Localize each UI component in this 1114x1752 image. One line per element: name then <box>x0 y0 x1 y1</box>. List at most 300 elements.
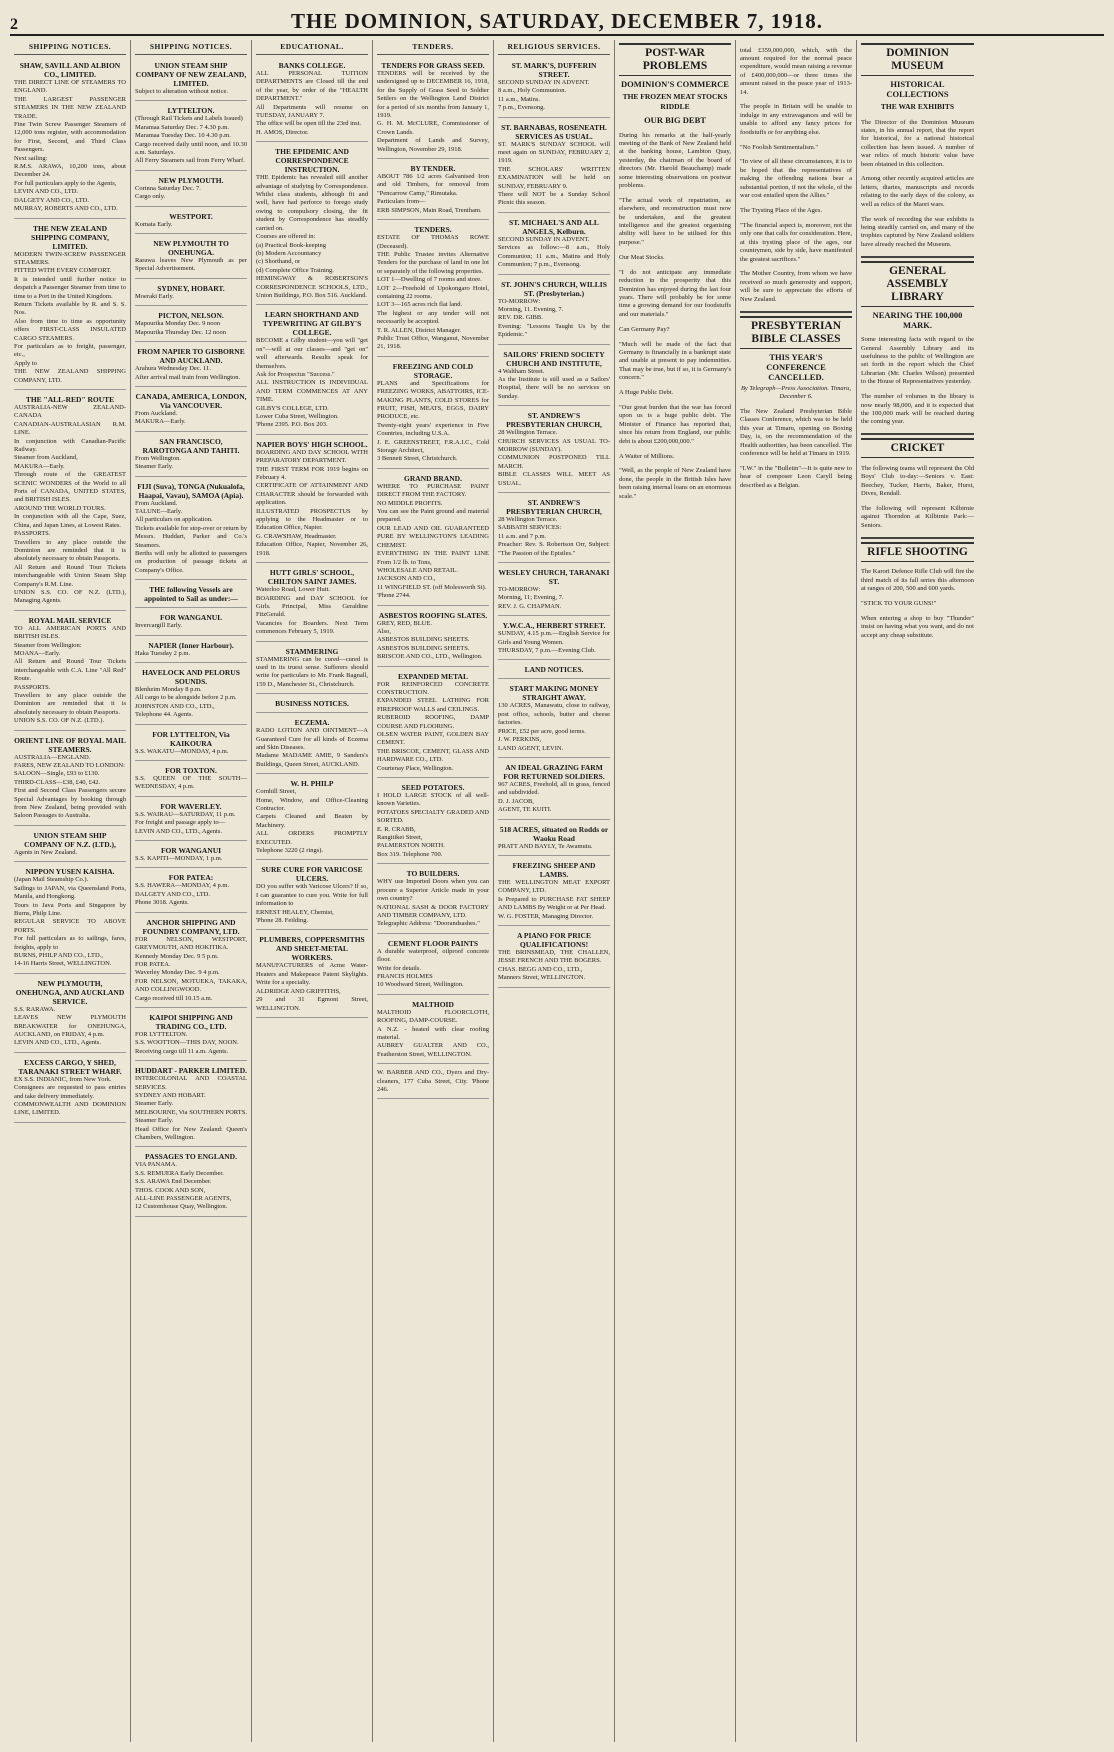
notice-line: REGULAR SERVICE TO ABOVE PORTS. <box>14 918 126 934</box>
notice-line: FOR NELSON, MOTUEKA, TAKAKA, AND COLLINGWOOD. <box>135 977 247 994</box>
section-divider <box>861 256 974 258</box>
notice-line: In conjunction with Canadian-Pacific Railway. <box>14 437 126 454</box>
notice-heading: HAVELOCK AND PELORUS SOUNDS. <box>142 668 240 686</box>
notice-block <box>135 281 247 306</box>
notice-line: Courtenay Place, Wellington. <box>377 764 454 772</box>
notice-line: Arahura Wednesday Dec. 11. <box>135 365 211 373</box>
notice-line: MAKURA—Early. <box>14 462 65 470</box>
notice-line: DALGETY AND CO., LTD. <box>135 890 210 898</box>
notice-line: Cargo received daily until noon, and 10.30 a.m. Saturdays. <box>135 140 247 157</box>
notice-line: Carpets Cleaned and Beaten by Machinery. <box>256 813 368 829</box>
notice-line: FRANCIS HOLMES <box>377 972 433 980</box>
notice-line: CERTIFICATE OF ATTAINMENT AND CHARACTER should be forwarded with application. <box>256 482 368 507</box>
notice-line: VIA PANAMA. <box>135 1161 178 1169</box>
notice-block <box>135 209 247 234</box>
notice-block <box>256 565 368 641</box>
notice-line: RADO LOTION AND OINTMENT—A Guaranteed Cure for all kinds of Eczema and Skin Diseases. <box>256 727 368 751</box>
masthead <box>10 4 1104 36</box>
section3-paragraph: The following will represent Kilbirnie against Thorndon at Kilbirnie Park:—Seniors. <box>861 504 974 529</box>
column-8 <box>857 40 978 1742</box>
notice-block <box>377 471 489 606</box>
notice-line: From Wellington. <box>135 454 181 462</box>
notice-line: You can see the Paint ground and material prepared. <box>377 508 489 524</box>
notice-block <box>135 103 247 170</box>
notice-line: R.M.S. ARAWA, 10,200 tons, about December 24. <box>14 163 126 179</box>
notice-line: Waverley Monday Dec. 9 4 p.m. <box>135 969 220 977</box>
notice-line: S.S. HAWERA—MONDAY, 4 p.m. <box>135 882 230 890</box>
section2-paragraph: The New Zealand Presbyterian Bible Classes Conference, which was to be held this year at Timaru, opening on Boxing Day, is, on the recommendation of the Health authorities, has been cancelled. The conference will be held at Timaru in 1919. <box>740 408 852 458</box>
notice-block <box>377 669 489 778</box>
notice-line: Box 319. Telephone 700. <box>377 850 443 858</box>
notice-line: UNION S.S. CO. OF N.Z. (LTD.). <box>14 717 105 725</box>
notice-line: Komata Early. <box>135 220 173 228</box>
notice-line: Courses are offered in: <box>256 233 316 241</box>
notice-block <box>256 715 368 774</box>
notice-line: ALL ORDERS PROMPTLY EXECUTED. <box>256 830 368 846</box>
notice-line: MODERN TWIN-SCREW PASSENGER STEAMERS. <box>14 250 126 266</box>
notice-line: PLANS and Specifications for FREEZING WORKS, ABATTOIRS, ICE-MAKING PLANTS, COLD STORES for FRUIT, FISH, MEATS, EGGS, DAIRY PRODUCE, etc. <box>377 379 489 421</box>
notice-line: SECOND SUNDAY IN ADVENT. <box>498 235 590 243</box>
article-paragraph: "Well, as the people of New Zealand have done, the people in the British Isles have been raising internal loans on an enormous scale." <box>619 467 731 500</box>
notice-block <box>256 644 368 695</box>
notice-line: CANADIAN-AUSTRALASIAN R.M. LINE. <box>14 420 126 437</box>
column-2 <box>131 40 252 1742</box>
notice-block <box>14 221 126 391</box>
notice-line: Rangitikei Street, <box>377 834 423 842</box>
section2-dateline: By Telegraph—Press Association. Timaru, December 6. <box>740 384 852 401</box>
notice-heading: ECZEMA. <box>294 718 330 728</box>
notice-line: JOHNSTON AND CO., LTD., <box>135 702 215 710</box>
notice-line: BURNS, PHILP AND CO., LTD., <box>14 951 103 959</box>
notice-block <box>135 1063 247 1147</box>
notice-line: All particulars on application. <box>135 516 213 524</box>
column-5 <box>494 40 615 1742</box>
notice-line: Steamer Early. <box>135 463 174 471</box>
column-3 <box>252 40 373 1742</box>
notice-line: Maramaa Tuesday Dec. 10 4.30 p.m. <box>135 132 231 140</box>
notice-line: Consignees are requested to pass entries and take delivery immediately. <box>14 1084 126 1100</box>
notice-heading: SEED POTATOES. <box>401 783 465 793</box>
notice-block <box>498 681 610 757</box>
article-paragraph: "The financial aspect is, moreover, not the only one that calls for consideration. Here, at this trysting place of the ages, our countrymen, side by side, have manifested the greatest sacrifices." <box>740 221 852 263</box>
notice-line: Morning, 11; Evening, 7. <box>498 594 564 602</box>
article-subtitle: DOMINION'S COMMERCE <box>621 79 729 89</box>
page-number: 2 <box>10 16 18 33</box>
notice-line: PALMERSTON NORTH. <box>377 842 445 850</box>
section4-title: RIFLE SHOOTING <box>861 542 974 562</box>
notice-line: TO-MORROW: <box>498 586 541 594</box>
article-lead: THE WAR EXHIBITS <box>880 102 955 111</box>
notice-line: ALL-LINE PASSENGER AGENTS, <box>135 1195 232 1203</box>
notice-line: Telephone 3220 (2 rings). <box>256 847 324 855</box>
notice-line: All Return and Round Tour Tickets interchangeable with C.A. Line "All Red" Route. <box>14 658 126 683</box>
notice-heading: LEARN SHORTHAND AND TYPEWRITING AT GILBY'S COLLEGE. <box>262 310 362 338</box>
notice-heading: PASSAGES TO ENGLAND. <box>145 1152 237 1162</box>
notice-line: S.S. ARAWA End December. <box>135 1178 212 1186</box>
notice-heading: FIJI (Suva), TONGA (Nukualofa, Haapai, Vavau), SAMOA (Apia). <box>137 481 245 500</box>
notice-line: For particulars as to freight, passenger, etc., <box>14 342 126 359</box>
notice-line: THOS. COOK AND SON, <box>135 1186 206 1194</box>
notice-line: It is intended until further notice to despatch a Passenger Steamer from time to time to a Port in the United Kingdom. <box>14 275 126 300</box>
section2-subtitle: THIS YEAR'S CONFERENCE CANCELLED. <box>766 351 826 382</box>
notice-line: THE FIRST TERM FOR 1919 begins on February 4. <box>256 465 368 482</box>
notice-line: MOANA—Early. <box>14 649 61 657</box>
notice-heading: FOR WANGANUI <box>160 846 222 856</box>
notice-line: Cornhill Street, <box>256 788 297 796</box>
notice-line: Mapourika Monday Dec. 9 noon <box>135 320 221 328</box>
notice-heading: THE following Vessels are appointed to Sail as under:— <box>144 585 238 604</box>
notice-block <box>498 277 610 345</box>
notice-line: Travellers to any place outside the Dominion are reminded that it is absolutely necessary to obtain Passports. <box>14 692 126 716</box>
section-divider <box>861 537 974 539</box>
notice-line: Is Prepared to PURCHASE FAT SHEEP AND LAMBS By Weight or at Per Head. <box>498 895 610 912</box>
notice-heading: MALTHOID <box>412 999 454 1009</box>
notice-block <box>256 932 368 1017</box>
notice-block <box>14 392 126 611</box>
notice-heading: FOR PATEA: <box>168 873 214 883</box>
notice-line: CHURCH SERVICES AS USUAL TO-MORROW (SUNDAY). <box>498 437 610 453</box>
notice-line: W. G. FOSTER, Managing Director. <box>498 912 594 920</box>
notice-line: After arrival mail train from Wellington. <box>135 373 241 381</box>
notice-block <box>135 665 247 725</box>
notice-heading: SURE CURE FOR VARICOSE ULCERS. <box>261 865 363 884</box>
notice-block <box>377 161 489 220</box>
notice-line: LEVIN AND CO., LTD. <box>14 188 79 196</box>
notice-line: H. AMOS, Director. <box>256 128 309 136</box>
notice-line: 'Phone 28. Feilding. <box>256 917 309 925</box>
notice-block <box>135 610 247 635</box>
notice-block <box>135 1010 247 1061</box>
notice-line: OLSEN WATER PAINT, GOLDEN BAY CEMENT. <box>377 731 489 747</box>
notice-heading: BUSINESS NOTICES. <box>275 699 349 709</box>
notice-block <box>14 1055 126 1123</box>
notice-block <box>377 780 489 864</box>
notice-heading: FROM NAPIER TO GISBORNE AND AUCKLAND. <box>137 347 245 366</box>
notice-block <box>498 58 610 118</box>
section4-paragraph: The Karori Defence Rifle Club will fire the third match of its fall series this afternoon at ranges of 200, 500 and 600 yards. <box>861 568 974 592</box>
section2-subtitle: NEARING THE 100,000 MARK. <box>872 309 963 330</box>
notice-line: LEVIN AND CO., LTD., Agents. <box>14 1039 101 1047</box>
notice-block <box>498 618 610 660</box>
notice-line: Subject to alteration without notice. <box>135 88 228 95</box>
notice-line: FARES, NEW ZEALAND TO LONDON: <box>14 762 125 770</box>
notice-heading: NAPIER BOYS' HIGH SCHOOL. <box>256 439 368 449</box>
notice-line: RUBEROID ROOFING, DAMP COURSE AND FLOORING. <box>377 714 489 730</box>
article-paragraph: "In view of all these circumstances, it is to be hoped that the representatives of making the offending nations bear a substantial portion, if not the whole, of the war cost entailed upon the Allies." <box>740 158 852 200</box>
notice-line: Write for details. <box>377 964 421 972</box>
notice-line: FOR LYTTELTON. <box>135 1030 188 1038</box>
notice-heading: 518 ACRES, situated on Rodds or Waoku Road <box>499 824 609 843</box>
notice-line: Rarawa leaves New Plymouth as per Special Advertisement. <box>135 257 247 273</box>
notice-heading: SYDNEY, HOBART. <box>157 283 225 293</box>
notice-block <box>498 822 610 856</box>
article-paragraph: The people in Britain will be unable to indulge in any extravagances and will be unable to afford any fancy prices for foodstuffs or for anything else. <box>740 103 852 136</box>
masthead-title: THE DOMINION, SATURDAY, DECEMBER 7, 1918. <box>290 9 824 33</box>
notice-line: FOR PATEA. <box>135 960 171 968</box>
notice-line: BOARDING AND DAY SCHOOL WITH PREPARATORY DEPARTMENT. <box>256 448 368 465</box>
notice-block <box>135 389 247 432</box>
notice-line: (Japan Mail Steamship Co.). <box>14 876 89 884</box>
notice-block <box>135 434 247 477</box>
notice-line: MAKURA—Early. <box>135 418 186 426</box>
notice-line: Particulars from— <box>377 198 426 206</box>
notice-line: Evening: "Lessons Taught Us by the Epidemic." <box>498 322 610 339</box>
section2-paragraph: "I.W." in the "Bulletin"—It is quite new to hear of composer Leon Caryll being described as a Belgian. <box>740 465 852 489</box>
notice-line: Berths will only be allotted to passengers on production of passage tickets at Company's Office. <box>135 549 247 574</box>
article-paragraph: The Director of the Dominion Museum states, in his annual report, that the report for historical, for a national historical collection has been issued. A number of war relics of much historic value have been obtained in this collection. <box>861 118 974 168</box>
notice-line: INTERCOLONIAL AND COASTAL SERVICES. <box>135 1075 247 1091</box>
notice-block <box>498 565 610 616</box>
notice-line: Mapourika Thursday Dec. 12 noon <box>135 328 227 336</box>
notice-line: 8 a.m., Holy Communion. <box>498 87 567 95</box>
notice-line: W. BARBER AND CO., Dyers and Dry-cleaners, 177 Cuba Street, City. 'Phone 246. <box>377 1069 489 1093</box>
notice-line: A durable waterproof, oilproof concrete floor. <box>377 947 489 964</box>
notice-line: COMMUNION POSTPONED TILL MARCH. <box>498 454 610 470</box>
notice-line: PRATT AND BAYLY, Te Awamutu. <box>498 842 593 850</box>
notice-line: Haka Tuesday 2 p.m. <box>135 649 191 657</box>
notice-line: S.S. QUEEN OF THE SOUTH—WEDNESDAY, 4 p.m. <box>135 775 247 791</box>
notice-line: UNION S.S. CO. OF N.Z. (LTD.), Managing Agents. <box>14 588 126 605</box>
notice-block <box>135 727 247 761</box>
notice-line: Corinna Saturday Dec. 7. <box>135 184 201 192</box>
notice-line: ILLUSTRATED PROSPECTUS by applying to the Headmaster or to Education Office, Napier. <box>256 507 368 532</box>
notice-line: MURRAY, ROBERTS AND CO., LTD. <box>14 205 118 213</box>
notice-line: STAMMERING can be cured—cured is used in its truest sense. Sufferers should write for particulars to Mr. Frank Bagnall, 159 D., Manchester St., Christchurch. <box>256 655 368 688</box>
notice-block <box>256 862 368 930</box>
section-divider <box>740 311 852 313</box>
notice-block <box>377 359 489 469</box>
notice-line: TENDERS will be received by the undersigned up to DECEMBER 16, 1918, for the Supply of Grass Seed to Soldier Settlers on the Wellington Land District for a period of six months from January 1, 1919. <box>377 70 489 120</box>
column-header: EDUCATIONAL. <box>256 40 368 55</box>
notice-heading: ANCHOR SHIPPING AND FOUNDRY COMPANY, LTD. <box>142 917 240 936</box>
notice-block <box>135 638 247 663</box>
article-paragraph: The work of recording the war exhibits is being steadily carried on, and many of the trophies captured by New Zealand soldiers have already reached the Museum. <box>861 215 974 248</box>
column-4 <box>373 40 494 1742</box>
notice-line: SYDNEY AND HOBART. <box>135 1091 206 1099</box>
notice-line: The highest or any tender will not necessarily be accepted. <box>377 309 489 326</box>
notice-heading: SAILORS' FRIEND SOCIETY CHURCH AND INSTITUTE, <box>503 349 605 368</box>
notice-block <box>135 843 247 868</box>
notice-line: Also from time to time as opportunity offers FIRST-CLASS INSULATED CARGO STEAMERS. <box>14 317 126 342</box>
notice-heading: STAMMERING <box>285 646 339 656</box>
notice-line: LOT 3—165 acres rich flat land. <box>377 301 463 309</box>
notice-block <box>135 582 247 608</box>
notice-line: 'Phone 2744. <box>377 592 411 600</box>
section2-title: GENERAL ASSEMBLY LIBRARY <box>861 261 974 307</box>
notice-line: BRISCOE AND CO., LTD., Wellington. <box>377 653 483 661</box>
notice-line: HEMINGWAY & ROBERTSON'S CORRESPONDENCE SCHOOLS, LTD., Union Buildings, P.O. Box 516. Auckland. <box>256 275 368 299</box>
section3-title: CRICKET <box>861 438 974 458</box>
notice-line: SUNDAY, 4.15 p.m.—English Service for Girls and Young Women. <box>498 630 610 646</box>
notice-line: PASSPORTS. <box>14 683 51 691</box>
notice-line: Steamer from Auckland, <box>14 454 78 462</box>
notice-line: THE Public Trustee invites Alternative Tenders for the purchase of land in one lot or separately of the following properties. <box>377 250 489 275</box>
notice-line: S.S. REMUERA Early December. <box>135 1169 224 1177</box>
article-subtitle: HISTORICAL COLLECTIONS <box>886 79 949 99</box>
notice-line: 14-16 Harris Street, WELLINGTON. <box>14 960 112 968</box>
notice-heading: PICTON, NELSON. <box>158 311 224 321</box>
notice-line: LEAVES NEW PLYMOUTH BREAKWATER for ONEHUNGA, AUCKLAND, on FRIDAY, 4 p.m. <box>14 1014 126 1038</box>
notice-line: TO ALL AMERICAN PORTS AND BRITISH ISLES. <box>14 624 126 641</box>
notice-line: PASSPORTS. <box>14 530 51 538</box>
notice-heading: GRAND BRAND. <box>404 473 462 483</box>
notice-heading: FOR WANGANUI. <box>160 613 222 623</box>
notice-block <box>135 58 247 101</box>
notice-line: Twenty-eight years' experience in Five Countries, including U.S.A. <box>377 421 489 438</box>
notice-line: Vacancies for Boarders. Next Term commences February 5, 1919. <box>256 619 368 636</box>
notice-block <box>377 608 489 667</box>
notice-block <box>256 696 368 713</box>
notice-line: THURSDAY, 7 p.m.—Evening Club. <box>498 647 596 655</box>
section2-title: PRESBYTERIAN BIBLE CLASSES <box>740 316 852 349</box>
notice-line: SALOON—Single, £93 to £130. <box>14 770 100 778</box>
notice-block <box>14 976 126 1053</box>
notice-block <box>14 828 126 862</box>
notice-block <box>377 222 489 357</box>
notice-block <box>135 870 247 912</box>
notice-line: I HOLD LARGE STOCK of all well-known Varieties. <box>377 792 489 808</box>
notice-line: 3 Bennett Street, Christchurch. <box>377 455 458 463</box>
notice-line: Tours to Java Ports and Singapore by Burns, Philp Line. <box>14 901 126 917</box>
notice-line: THIRD-CLASS—£38, £40, £42. <box>14 778 101 786</box>
section-divider <box>861 433 974 435</box>
notice-line: Receiving cargo till 11 a.m. Agents. <box>135 1047 229 1055</box>
notice-block <box>498 408 610 493</box>
notice-heading: NEW PLYMOUTH, ONEHUNGA, AND AUCKLAND SERVICE. <box>15 978 125 1006</box>
notice-line: NO MIDDLE PROFITS. <box>377 499 443 507</box>
notice-line: COMMONWEALTH AND DOMINION LINE, LIMITED. <box>14 1101 126 1117</box>
notice-line: WHY use Imported Doors when you can procure a Superior Article made in your own country? <box>377 878 489 903</box>
notice-line: TALUNE—Early. <box>135 507 183 515</box>
notice-line: (d) Complete Office Training. <box>256 266 334 274</box>
article-paragraph: The Trysting Place of the Ages. <box>740 207 822 214</box>
notice-line: ERB SIMPSON, Main Road, Trentham. <box>377 206 482 214</box>
notice-heading: BANKS COLLEGE. <box>278 61 346 70</box>
article-paragraph: The Mother Country, from whom we have received so much generosity and support, will be sure to appreciate the efforts of New Zealand. <box>740 270 852 303</box>
notice-line: THE LARGEST PASSENGER STEAMERS IN THE NEW ZEALAND TRADE. <box>14 95 126 120</box>
notice-line: ST. MARK'S SUNDAY SCHOOL will meet again on SUNDAY, FEBRUARY 2, 1919. <box>498 140 610 165</box>
article-section: OUR BIG DEBT <box>644 115 706 125</box>
notice-heading: A PIANO FOR PRICE QUALIFICATIONS! <box>517 930 591 949</box>
notice-heading: BY TENDER. <box>410 164 456 174</box>
notice-line: Agents in New Zealand. <box>14 848 78 856</box>
notice-line: 7 p.m., Evensong. <box>498 104 545 112</box>
notice-line: MALTHOID FLOORCLOTH, ROOFING, DAMP-COURSE. <box>377 1008 489 1025</box>
notice-block <box>135 799 247 841</box>
notice-heading: START MAKING MONEY STRAIGHT AWAY. <box>509 684 599 703</box>
notice-heading: WESLEY CHURCH, TARANAKI ST. <box>498 568 610 587</box>
notice-block <box>256 58 368 142</box>
notice-line: Through route of the GREATEST SCENIC WONDERS of the World to all Ports of CANADA, UNITED STATES, and BRITISH ISLES. <box>14 471 126 504</box>
notice-heading: ASBESTOS ROOFING SLATES. <box>378 610 488 620</box>
notice-line: Lower Cuba Street, Wellington. <box>256 413 339 420</box>
notice-line: REV. DR. GIBB. <box>498 314 543 322</box>
notice-line: BIBLE CLASSES WILL MEET AS USUAL. <box>498 471 610 487</box>
column-header: SHIPPING NOTICES. <box>135 40 247 55</box>
notice-line: Services as follow:—8 a.m., Holy Communion; 11 a.m., Matins and Holy Communion; 7 p.m., Evensong. <box>498 244 610 269</box>
notice-line: (c) Shorthand, or <box>256 258 301 266</box>
notice-line: For freight and passage apply to— <box>135 819 226 827</box>
notice-heading: ST. BARNABAS, ROSENEATH. SERVICES AS USUAL. <box>501 122 607 141</box>
article-paragraph: Our Meat Stocks. <box>619 253 665 261</box>
notice-line: PRICE, £52 per acre, good terms. <box>498 727 586 735</box>
notice-line: Travellers to any place outside the Dominion are reminded that it is absolutely necessary to obtain Passports. <box>14 538 126 563</box>
notice-line: 967 ACRES, Freehold, all in grass, fenced and subdivided. <box>498 780 610 797</box>
notice-line: For full particulars as to sailings, fares, freights, apply to <box>14 935 126 951</box>
notice-block <box>135 308 247 342</box>
notice-line: Telegraphic Address: "Doorandsashes." <box>377 920 480 928</box>
notice-heading: HUTT GIRLS' SCHOOL, CHILTON SAINT JAMES. <box>267 568 357 587</box>
notice-line: 'Phone 2395. P.O. Box 203. <box>256 421 328 429</box>
notice-line: Sailings to JAPAN, via Queensland Ports, Manila, and Hongkong. <box>14 884 126 901</box>
notice-heading: ST. ANDREW'S PRESBYTERIAN CHURCH, <box>506 411 602 430</box>
article-paragraph: During his remarks at the half-yearly meeting of the Bank of New Zealand held at the banking house, Lambton Quay, yesterday, the chairman of the board of directors (Mr. Harold Beauchamp) made some interesting observations on postwar problems. <box>619 131 731 189</box>
notice-line: Home, Window, and Office-Cleaning Contractor. <box>256 796 368 812</box>
notice-block <box>14 864 126 973</box>
section4-paragraph: "STICK TO YOUR GUNS!" <box>861 599 937 607</box>
notice-heading: ROYAL MAIL SERVICE <box>28 615 112 625</box>
notice-block <box>256 776 368 860</box>
notice-line: G. CRAWSHAW, Headmaster. <box>256 532 337 540</box>
article-paragraph: Among other recently acquired articles are letters, diaries, manuscripts and records relating to the early days of the colony, as well as relics of the Maori wars. <box>861 175 974 208</box>
notice-line: Fine Twin Screw Passenger Steamers of 12,000 tons register, with accommodation for First, Second, and Third Class Passengers. <box>14 121 126 154</box>
notice-block <box>256 144 368 305</box>
notice-line: AGENT, TE KUITI. <box>498 806 552 814</box>
article-paragraph: "No Foolish Sentimentalism." <box>740 143 819 151</box>
article-paragraph: "Much will be made of the fact that Germany is financially in a bankrupt state and unable at present to pay indemnities. That may be true, but if so, it is Germany's concern." <box>619 340 731 382</box>
notice-line: MANUFACTURERS of Acme Water-Heaters and Makepeace Patent Skylights. Write for a specialty. <box>256 962 368 987</box>
notice-line: THE WELLINGTON MEAT EXPORT COMPANY, LTD. <box>498 878 610 895</box>
notice-line: THE BRINSMEAD, THE CHALLEN, JESSE FRENCH AND THE BOGERS. <box>498 948 610 965</box>
notice-line: THE SCHOLARS' WRITTEN EXAMINATION will be held on SUNDAY, FEBRUARY 9. <box>498 165 610 190</box>
notice-line: Invercargill Early. <box>135 622 183 630</box>
notice-line: Steamer from Wellington: <box>14 641 82 649</box>
notice-heading: THE "ALL-RED" ROUTE <box>25 395 115 404</box>
notice-line: S.S. WOOTTON—THIS DAY, NOON. <box>135 1039 239 1047</box>
notice-line: Blenheim Monday 8 p.m. <box>135 686 202 693</box>
notice-line: WHOLESALE AND RETAIL. <box>377 566 458 574</box>
article-paragraph: "I do not anticipate any immediate reduction in the prosperity that this Dominion has enjoyed during the last four years. There will probably be for some time a growing demand for our foodstuffs and our materials." <box>619 268 731 318</box>
notice-block <box>498 760 610 820</box>
notice-heading: W. H. PHILP <box>290 779 334 789</box>
notice-line: EXPANDED STEEL LATHING FOR FIREPROOF WALLS and CEILINGS. <box>377 697 489 713</box>
article-paragraph: "The actual work of repatriation, as elsewhere, and reconstruction must now be undertaken, and the greatest intelligence and the greatest organising ability will have to be utilised for this purpose." <box>619 196 731 246</box>
notice-line: E. R. CRABB, <box>377 825 416 833</box>
notice-line: From Auckland. <box>135 409 178 417</box>
notice-heading: ORIENT LINE OF ROYAL MAIL STEAMERS. <box>14 735 126 754</box>
notice-line: For full particulars apply to the Agents, <box>14 179 117 187</box>
notice-line: Apply to <box>14 359 37 367</box>
notice-heading: UNION STEAM SHIP COMPANY OF N.Z. (LTD.), <box>24 830 116 849</box>
notice-heading: EXCESS CARGO, Y SHED, TARANAKI STREET WHARF. <box>18 1057 122 1076</box>
notice-line: 12 Customhouse Quay, Wellington. <box>135 1203 228 1211</box>
notice-block <box>135 344 247 387</box>
notice-heading: NEW PLYMOUTH TO ONEHUNGA. <box>153 239 229 258</box>
notice-heading: TENDERS FOR GRASS SEED. <box>381 61 485 70</box>
notice-block <box>498 215 610 275</box>
notice-heading: CEMENT FLOOR PAINTS <box>387 938 479 948</box>
notice-line: Ask for Prospectus "Success." <box>256 370 335 378</box>
column-header: RELIGIOUS SERVICES. <box>498 40 610 55</box>
notice-line: 29 and 31 Egmont Street, WELLINGTON. <box>256 996 368 1012</box>
notice-heading: EXPANDED METAL <box>398 671 468 681</box>
notice-line: GREY, RED, BLUE. <box>377 619 432 627</box>
notice-line: Cargo received till 10.15 a.m. <box>135 994 213 1002</box>
notice-block <box>256 437 368 563</box>
notice-line: A N.Z. - heated with clear roofing material. <box>377 1025 489 1041</box>
notice-line: EVERYTHING IN THE PAINT LINE From 1/2 lb. to Tons, <box>377 550 489 566</box>
notice-line: ALL INSTRUCTION IS INDIVIDUAL AND TERM COMMENCES AT ANY TIME. <box>256 379 368 404</box>
